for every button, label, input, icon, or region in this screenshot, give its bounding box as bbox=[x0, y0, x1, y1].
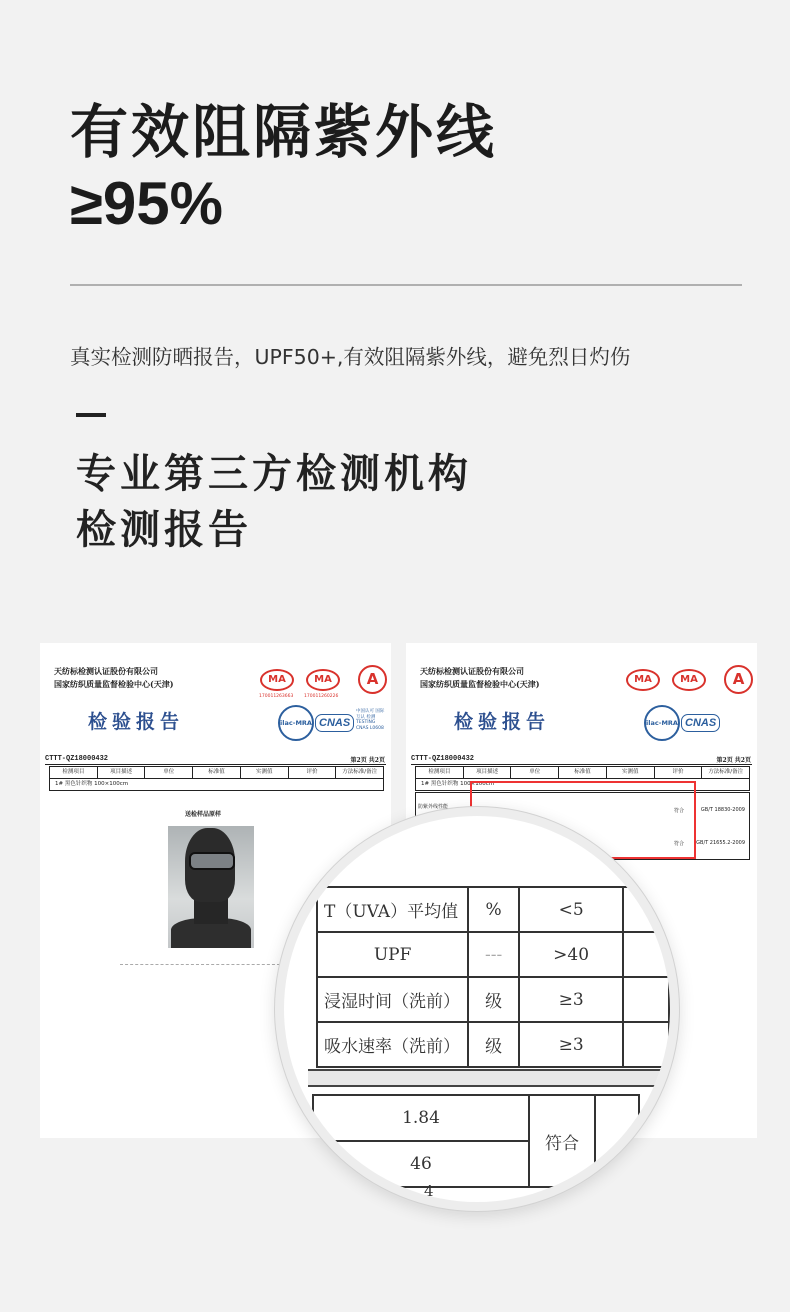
magnifier-lens bbox=[284, 816, 670, 1202]
ma-logo: MA bbox=[672, 669, 706, 691]
ilac-logo: ilac-MRA bbox=[644, 705, 680, 741]
ma-logo: MA bbox=[306, 669, 340, 691]
method-standard: GB/T 18830-2009 bbox=[700, 807, 745, 813]
report-title: 检验报告 bbox=[454, 711, 551, 733]
value-cell: <5 bbox=[519, 887, 623, 932]
verdict: 符合 bbox=[674, 841, 685, 847]
ma-logo: MA bbox=[260, 669, 294, 691]
org-line2: 国家纺织质量监督检验中心(天津) bbox=[54, 679, 174, 689]
subtitle: 真实检测防晒报告，UPF50+,有效阻隔紫外线，避免烈日灼伤 bbox=[70, 345, 631, 369]
verdict: 符合 bbox=[674, 808, 685, 814]
table-row: 1# 黑色针织物 100×100cm bbox=[415, 778, 750, 791]
col-header: 评价 bbox=[289, 767, 337, 778]
sample-photo bbox=[168, 826, 254, 948]
headline-line2: ≥95% bbox=[70, 170, 224, 237]
cnas-logo: CNAS bbox=[315, 714, 354, 732]
ma-logo: MA bbox=[626, 669, 660, 691]
org-name bbox=[54, 665, 174, 691]
ilac-logo: ilac-MRA bbox=[278, 705, 314, 741]
value-cell: ≥3 bbox=[519, 977, 623, 1022]
cal-logo: A bbox=[724, 665, 753, 694]
report-code: CTTT-QZ18000432 bbox=[45, 755, 109, 763]
dash-marker bbox=[76, 413, 106, 417]
page-number: 第2页 共2页 bbox=[350, 757, 385, 764]
ma-number: 170011263663 bbox=[259, 694, 294, 699]
col-header: 项目描述 bbox=[98, 767, 146, 778]
ma-number: 170011260226 bbox=[304, 694, 339, 699]
table-row bbox=[317, 887, 669, 932]
section-line1: 专业第三方检测机构 bbox=[76, 451, 472, 497]
table-row bbox=[317, 932, 669, 977]
item-cell: 吸水速率（洗前） bbox=[317, 1022, 468, 1067]
unit-cell: 级 bbox=[468, 977, 519, 1022]
magnified-results bbox=[312, 1094, 640, 1188]
table-row bbox=[317, 977, 669, 1022]
cut-off-text: 4 bbox=[424, 1182, 434, 1200]
row-label: 防紫外线性能 bbox=[418, 804, 449, 810]
value-cell: ≥3 bbox=[519, 1022, 623, 1067]
col-header: 实测值 bbox=[607, 767, 655, 778]
item-cell: UPF bbox=[317, 932, 468, 977]
headline-line1: 有效阻隔紫外线 bbox=[70, 98, 498, 166]
cnas-text: 中国认可 国际互认 检测 TESTING CNAS L0608 bbox=[356, 709, 385, 731]
table-row bbox=[317, 1022, 669, 1067]
unit-cell: 级 bbox=[468, 1022, 519, 1067]
magnified-table bbox=[316, 886, 670, 1068]
col-header: 单位 bbox=[145, 767, 193, 778]
page-number: 第2页 共2页 bbox=[716, 757, 751, 764]
col-header: 检测项目 bbox=[416, 767, 464, 778]
verdict-cell: 符合 bbox=[529, 1095, 595, 1187]
sample-caption: 送检样品原样 bbox=[185, 811, 222, 818]
unit-cell: % bbox=[468, 887, 519, 932]
rule bbox=[411, 764, 752, 765]
item-cell: 浸湿时间（洗前） bbox=[317, 977, 468, 1022]
table-row bbox=[313, 1095, 639, 1141]
org-line1: 天纺标检测认证股份有限公司 bbox=[420, 666, 524, 676]
divider bbox=[70, 284, 742, 286]
dotted-line bbox=[120, 964, 280, 965]
col-header: 实测值 bbox=[241, 767, 289, 778]
method-standard: GB/T 21655.2-2009 bbox=[696, 840, 745, 846]
col-header: 标准值 bbox=[193, 767, 241, 778]
report-title: 检验报告 bbox=[88, 711, 185, 733]
report-code: CTTT-QZ18000432 bbox=[411, 755, 475, 763]
org-name bbox=[420, 665, 540, 691]
result-cell: 46 bbox=[313, 1141, 529, 1187]
headline bbox=[70, 96, 497, 240]
col-header: 方法标准/备注 bbox=[342, 769, 378, 775]
table-row: 1# 黑色针织物 100×100cm bbox=[49, 778, 384, 791]
section-line2: 检测报告 bbox=[76, 507, 252, 553]
cnas-logo: CNAS bbox=[681, 714, 720, 732]
result-cell: 1.84 bbox=[313, 1095, 529, 1141]
org-line2: 国家纺织质量监督检验中心(天津) bbox=[420, 679, 540, 689]
col-header: 检测项目 bbox=[50, 767, 98, 778]
section-title bbox=[76, 446, 472, 558]
cal-logo: A bbox=[358, 665, 387, 694]
item-cell: T（UVA）平均值 bbox=[317, 887, 468, 932]
col-header: 单位 bbox=[511, 767, 559, 778]
col-header: 标准值 bbox=[559, 767, 607, 778]
org-line1: 天纺标检测认证股份有限公司 bbox=[54, 666, 158, 676]
col-header: 评价 bbox=[655, 767, 703, 778]
value-cell: >40 bbox=[519, 932, 623, 977]
unit-cell: --- bbox=[468, 932, 519, 977]
col-header: 方法标准/备注 bbox=[708, 769, 744, 775]
col-header: 项目描述 bbox=[464, 767, 512, 778]
section-band bbox=[308, 1069, 670, 1087]
rule bbox=[45, 764, 386, 765]
